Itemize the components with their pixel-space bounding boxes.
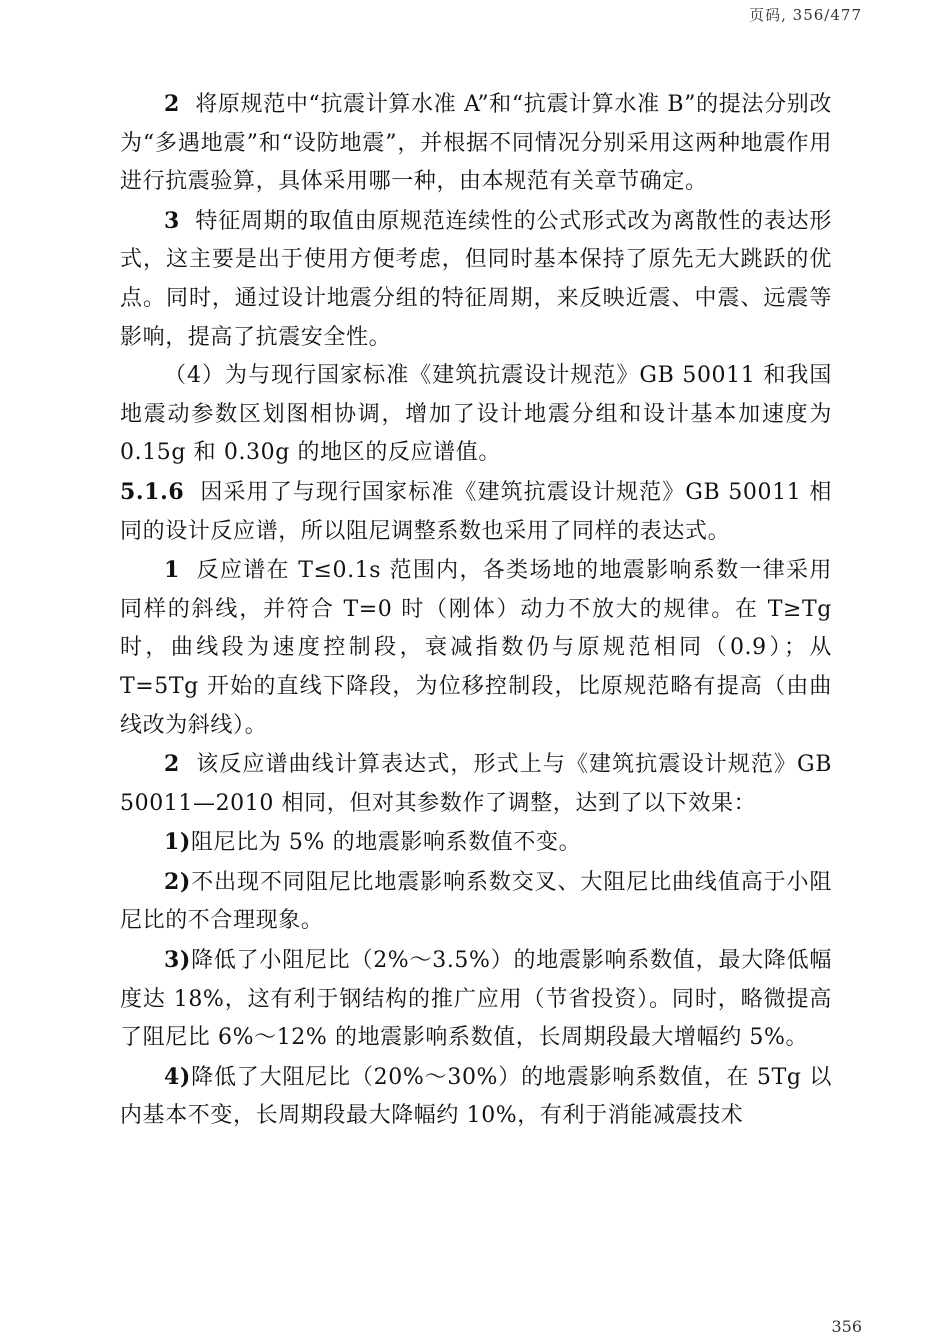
paragraph-text: 降低了小阻尼比（2%～3.5%）的地震影响系数值，最大降低幅度达 18%，这有利于钢结构的推广应用（节省投资）。同时，略微提高了阻尼比 6%～12% 的地震影响系数值，长周期段最大增幅约 5%。 <box>120 948 832 1051</box>
paragraph-text: 将原规范中“抗震计算水准 A”和“抗震计算水准 B”的提法分别改为“多遇地震”和“设防地震”，并根据不同情况分别采用这两种地震作用进行抗震验算，具体采用哪一种，由本规范有关章节确定。 <box>120 92 833 195</box>
paragraph-text: 降低了大阻尼比（20%～30%）的地震影响系数值，在 5Tg 以内基本不变，长周期段最大降幅约 10%，有利于消能减震技术 <box>120 1064 832 1129</box>
clause-number: 5.1.6 <box>120 478 185 505</box>
paragraph-item-2 <box>120 85 832 202</box>
sub-item-3 <box>120 941 832 1058</box>
paragraph-text: （4）为与现行国家标准《建筑抗震设计规范》GB 50011 和我国地震动参数区划图相协调，增加了设计地震分组和设计基本加速度为 0.15g 和 0.30g 的地区的反应谱值。 <box>120 363 832 466</box>
paragraph-item-2b <box>120 745 832 823</box>
paragraph-item-4 <box>120 357 832 473</box>
item-number: 1 <box>164 557 180 584</box>
sub-item-2 <box>120 863 832 941</box>
paragraph-text: 该反应谱曲线计算表达式，形式上与《建筑抗震设计规范》GB 50011—2010 相同，但对其参数作了调整，达到了以下效果： <box>120 752 833 816</box>
sub-item-number: 4) <box>164 1063 191 1090</box>
page-indicator: 页码, 356/477 <box>749 6 862 24</box>
item-number: 2 <box>164 751 180 778</box>
paragraph-item-3 <box>120 202 832 357</box>
paragraph-item-1 <box>120 551 832 745</box>
item-number: 3 <box>164 207 180 234</box>
paragraph-text: 特征周期的取值由原规范连续性的公式形式改为离散性的表达形式，这主要是出于使用方便考虑，但同时基本保持了原先无大跳跃的优点。同时，通过设计地震分组的特征周期，来反映近震、中震、远震等影响，提高了抗震安全性。 <box>120 208 832 350</box>
paragraph-text: 阻尼比为 5% 的地震影响系数值不变。 <box>190 830 582 856</box>
paragraph-text: 不出现不同阻尼比地震影响系数交叉、大阻尼比曲线值高于小阻尼比的不合理现象。 <box>120 869 832 934</box>
document-body <box>120 85 832 1136</box>
paragraph-text: 反应谱在 T≤0.1s 范围内，各类场地的地震影响系数一律采用同样的斜线，并符合 T=0 时（刚体）动力不放大的规律。在 T≥Tg 时，曲线段为速度控制段，衰减指数仍与原规范相同（0.9）；从 T=5Tg 开始的直线下降段，为位移控制段，比原规范略有提高（由曲线改为斜线）。 <box>120 558 832 738</box>
sub-item-4 <box>120 1058 832 1136</box>
clause-5-1-6 <box>120 473 832 551</box>
sub-item-number: 2) <box>164 868 191 895</box>
item-number: 2 <box>164 91 180 117</box>
page-number: 356 <box>831 1317 862 1336</box>
sub-item-number: 1) <box>164 829 191 856</box>
sub-item-number: 3) <box>164 947 191 974</box>
sub-item-1 <box>120 823 832 863</box>
paragraph-text: 因采用了与现行国家标准《建筑抗震设计规范》GB 50011 相同的设计反应谱，所以阻尼调整系数也采用了同样的表达式。 <box>120 479 832 544</box>
